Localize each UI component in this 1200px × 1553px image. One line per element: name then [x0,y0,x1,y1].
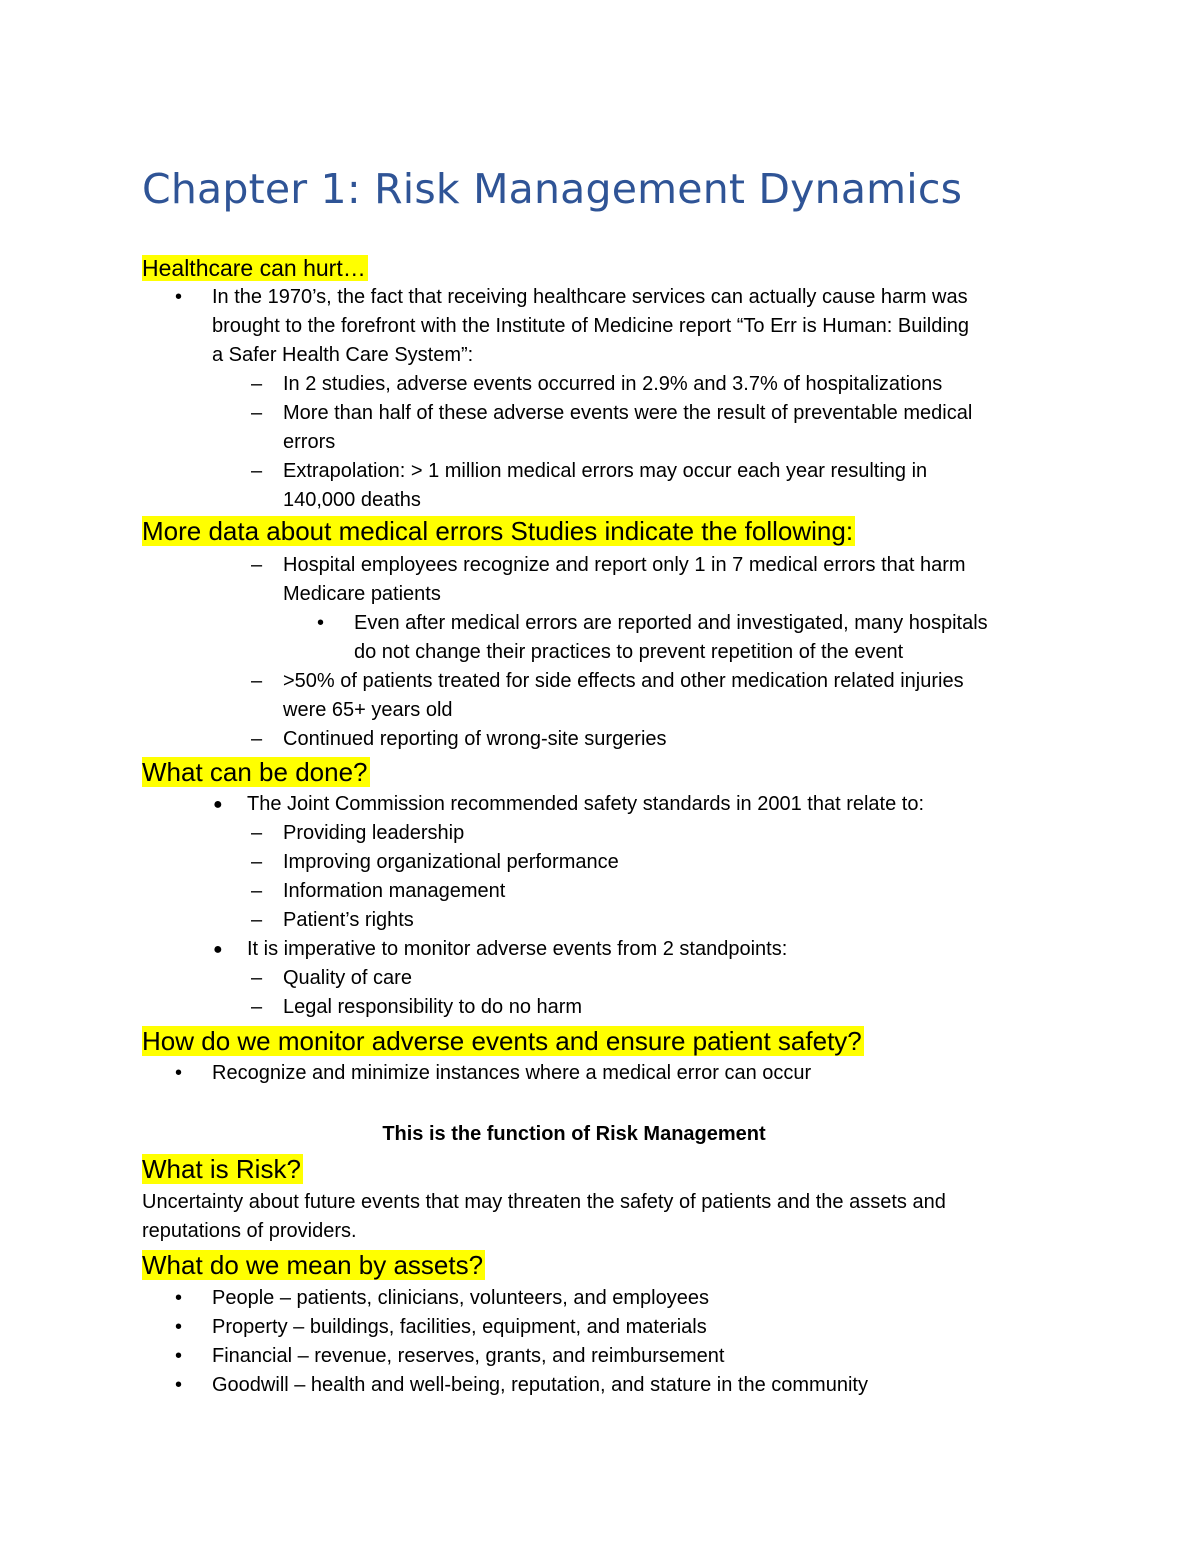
bullet-icon: • [175,1062,183,1084]
bullet-icon: ● [213,941,223,958]
list-item-text: The Joint Commission recommended safety standards in 2001 that relate to: [247,793,925,815]
paragraph-line: reputations of providers. [142,1220,357,1242]
list-item-text: a Safer Health Care System”: [212,344,474,366]
bullet-icon: • [175,1374,183,1396]
risk-definition-paragraph [142,1188,946,1246]
list-item-text: Medicare patients [283,583,441,605]
list-item-text: Property – buildings, facilities, equipment, and materials [212,1316,707,1338]
bullet-icon: • [175,1287,183,1309]
heading-highlight: What can be done? [142,757,368,787]
list-item-text: errors [283,431,336,453]
heading-highlight: More data about medical errors Studies indicate the following: [142,516,854,546]
risk-management-function-heading: This is the function of Risk Management [382,1123,766,1145]
section-heading-what-is-risk [142,1154,303,1184]
list-item-text: Patient’s rights [283,909,414,931]
heading-highlight: What do we mean by assets? [142,1250,484,1280]
section-heading-what-can-be-done [142,757,370,787]
list-item-text: In 2 studies, adverse events occurred in 2.9% and 3.7% of hospitalizations [283,373,943,395]
dash-icon: – [251,996,263,1018]
list-item-text: were 65+ years old [283,699,453,721]
section-heading-healthcare [142,253,368,283]
list-item-text: Even after medical errors are reported and investigated, many hospitals [354,612,988,634]
section-heading-how-do-we-monitor [142,1026,864,1056]
dash-icon: – [251,554,263,576]
heading-highlight: How do we monitor adverse events and ensure patient safety? [142,1026,862,1056]
list-item-text: do not change their practices to prevent repetition of the event [354,641,904,663]
list-item-text: More than half of these adverse events were the result of preventable medical [283,402,973,424]
list-item-text: Continued reporting of wrong-site surgeries [283,728,667,750]
dash-icon: – [251,402,263,424]
list-item-text: Legal responsibility to do no harm [283,996,583,1018]
bullet-icon: • [175,1316,183,1338]
list-item-text: >50% of patients treated for side effects and other medication related injuries [283,670,964,692]
list-item-text: In the 1970’s, the fact that receiving healthcare services can actually cause harm was [212,286,968,308]
dash-icon: – [251,728,263,750]
list-item-text: Recognize and minimize instances where a medical error can occur [212,1062,812,1084]
list-item-text: People – patients, clinicians, volunteers, and employees [212,1287,709,1309]
list-item-text: Information management [283,880,506,902]
list-item-text: Hospital employees recognize and report only 1 in 7 medical errors that harm [283,554,966,576]
heading-highlight: Healthcare can hurt… [142,255,366,281]
dash-icon: – [251,851,263,873]
section-heading-more-data [142,516,855,546]
dash-icon: – [251,373,263,395]
list-item-text: 140,000 deaths [283,489,421,511]
heading-highlight: What is Risk? [142,1154,301,1184]
bullet-icon: • [175,286,183,308]
bullet-icon: ● [213,796,223,813]
bullet-icon: • [175,1345,183,1367]
list-item-text: brought to the forefront with the Institute of Medicine report “To Err is Human: Building [212,315,970,337]
list-item-text: Extrapolation: > 1 million medical errors may occur each year resulting in [283,460,928,482]
list-item-text: Quality of care [283,967,412,989]
dash-icon: – [251,670,263,692]
dash-icon: – [251,880,263,902]
paragraph-line: Uncertainty about future events that may threaten the safety of patients and the assets and [142,1191,946,1213]
list-item-text: Financial – revenue, reserves, grants, and reimbursement [212,1345,725,1367]
section-heading-assets [142,1250,485,1280]
list-item-text: Providing leadership [283,822,465,844]
list-item-text: Improving organizational performance [283,851,619,873]
dash-icon: – [251,909,263,931]
bullet-icon: • [317,612,325,634]
dash-icon: – [251,967,263,989]
list-item-text: Goodwill – health and well-being, reputation, and stature in the community [212,1374,868,1396]
dash-icon: – [251,460,263,482]
page-title: Chapter 1: Risk Management Dynamics [142,165,963,213]
dash-icon: – [251,822,263,844]
list-item-text: It is imperative to monitor adverse events from 2 standpoints: [247,938,788,960]
